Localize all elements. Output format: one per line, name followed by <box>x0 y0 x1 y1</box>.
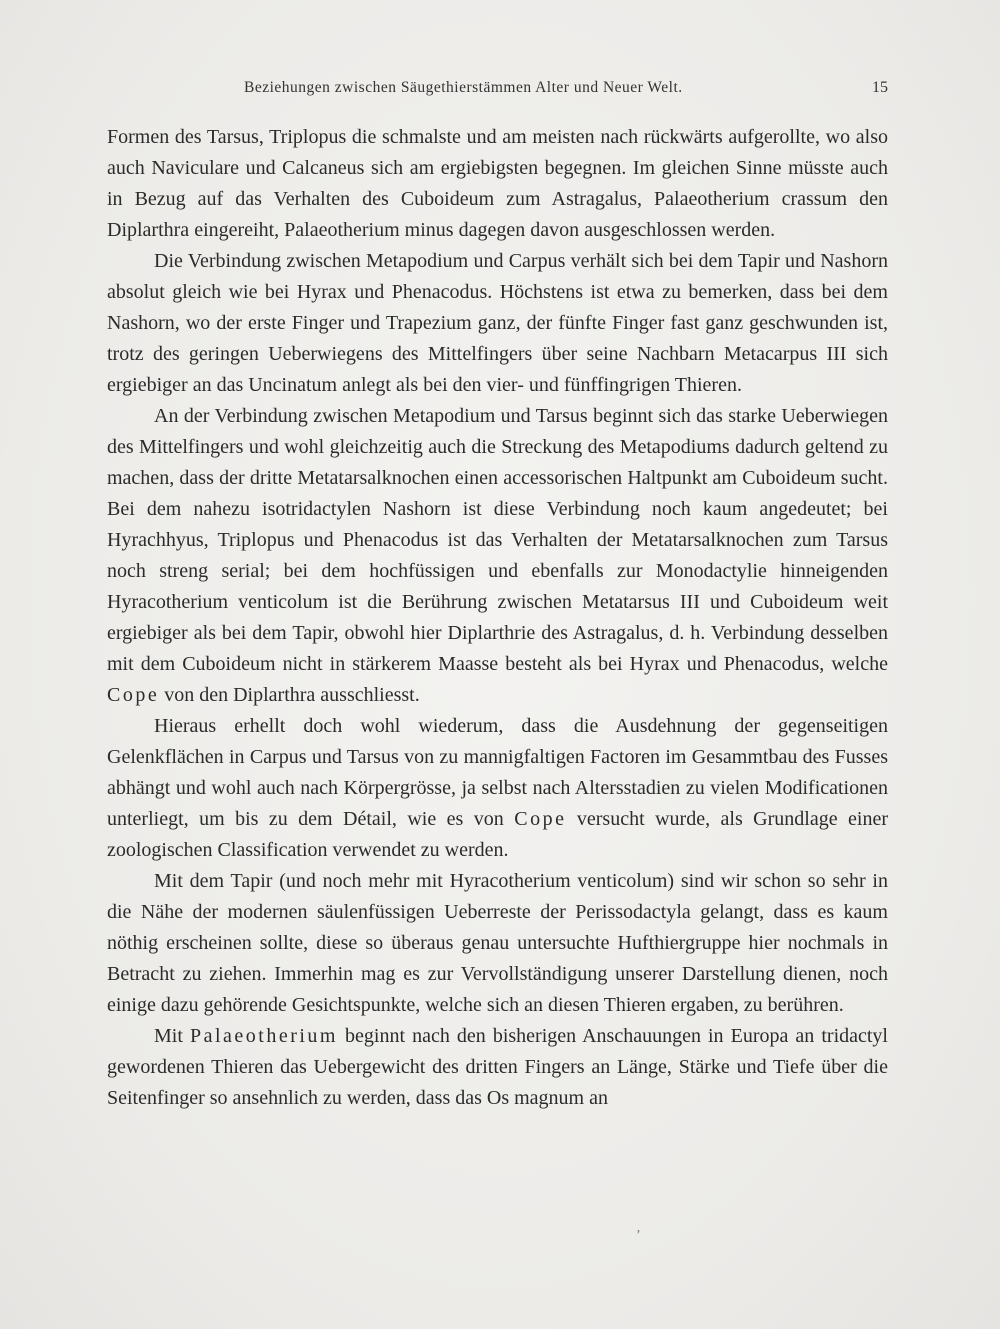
page-number: 15 <box>872 79 888 96</box>
paragraph-3 <box>107 401 888 711</box>
author-name: Cope <box>107 684 160 706</box>
paragraph-text: Mit <box>154 1025 190 1047</box>
paragraph-6 <box>107 1021 888 1114</box>
paragraph-text: Mit dem Tapir (und noch mehr mit Hyracotherium venticolum) sind wir schon so sehr in die Nähe der modernen säulenfüssigen Ueberreste der Perissodactyla gelangt, dass es kaum nöthig erscheinen sollte, diese so überaus genau untersuchte Hufthiergruppe hier nochmals in Betracht zu ziehen. Immerhin mag es zur Vervollständigung unserer Darstellung dienen, noch einige dazu gehörende Gesichtspunkte, welche sich an diesen Thieren ergaben, zu berühren. <box>107 870 888 1016</box>
stray-ink-mark: ʼ <box>636 1228 641 1243</box>
paragraph-2 <box>107 246 888 401</box>
paragraph-text-tail: versucht wurde, als Grundlage einer zoologischen Classification verwendet zu werden. <box>107 808 888 861</box>
paragraph-1 <box>107 122 888 246</box>
author-name: Cope <box>514 808 567 830</box>
page-header <box>107 79 888 103</box>
paragraph-text: An der Verbindung zwischen Metapodium und Tarsus beginnt sich das starke Ueberwiegen des Mittelfingers und wohl gleichzeitig auch die Streckung des Metapodiums dadurch geltend zu machen, dass der dritte Metatarsalknochen einen accessorischen Haltpunkt am Cuboideum sucht. Bei dem nahezu isotridactylen Nashorn ist diese Verbindung noch kaum angedeutet; bei Hyrachhyus, Triplopus und Phenacodus ist das Verhalten der Metatarsalknochen zum Tarsus noch streng serial; bei dem hochfüssigen und ebenfalls zur Monodactylie hinneigenden Hyracotherium venticolum ist die Berührung zwischen Metatarsus III und Cuboideum weit ergiebiger als bei dem Tapir, obwohl hier Diplarthrie des Astragalus, d. h. Verbindung desselben mit dem Cuboideum nicht in stärkerem Maasse besteht als bei Hyrax und Phenacodus, welche <box>107 405 888 675</box>
genus-name: Palaeotherium <box>189 1025 338 1047</box>
running-title: Beziehungen zwischen Säugethierstämmen Alter und Neuer Welt. <box>244 79 683 96</box>
paragraph-text: Formen des Tarsus, Triplopus die schmalste und am meisten nach rückwärts aufgerollte, wo also auch Naviculare und Calcaneus sich am ergiebigsten begegnen. Im gleichen Sinne müsste auch in Bezug auf das Verhalten des Cuboideum zum Astragalus, Palaeotherium crassum den Diplarthra eingereiht, Palaeotherium minus dagegen davon ausgeschlossen werden. <box>107 126 888 241</box>
paragraph-4 <box>107 711 888 866</box>
paragraph-text-tail: von den Diplarthra ausschliesst. <box>159 684 420 706</box>
paragraph-text-tail: beginnt nach den bisherigen Anschauungen in Europa an tridactyl gewordenen Thieren das Uebergewicht des dritten Fingers an Länge, Stärke und Tiefe über die Seitenfinger so ansehnlich zu werden, dass das Os magnum an <box>107 1025 888 1109</box>
body-text <box>107 122 888 1114</box>
paragraph-5 <box>107 866 888 1021</box>
paragraph-text: Die Verbindung zwischen Metapodium und Carpus verhält sich bei dem Tapir und Nashorn absolut gleich wie bei Hyrax und Phenacodus. Höchstens ist etwa zu bemerken, dass bei dem Nashorn, wo der erste Finger und Trapezium ganz, der fünfte Finger fast ganz geschwunden ist, trotz des geringen Ueberwiegens des Mittelfingers über seine Nachbarn Metacarpus III sich ergiebiger an das Uncinatum anlegt als bei den vier- und fünffingrigen Thieren. <box>107 250 888 396</box>
paragraph-text: Hieraus erhellt doch wohl wiederum, dass die Ausdehnung der gegenseitigen Gelenkflächen in Carpus und Tarsus von zu mannigfaltigen Factoren im Gesammtbau des Fusses abhängt und wohl auch nach Körpergrösse, ja selbst nach Altersstadien zu vielen Modificationen unterliegt, um bis zu dem Détail, wie es von <box>107 715 888 830</box>
